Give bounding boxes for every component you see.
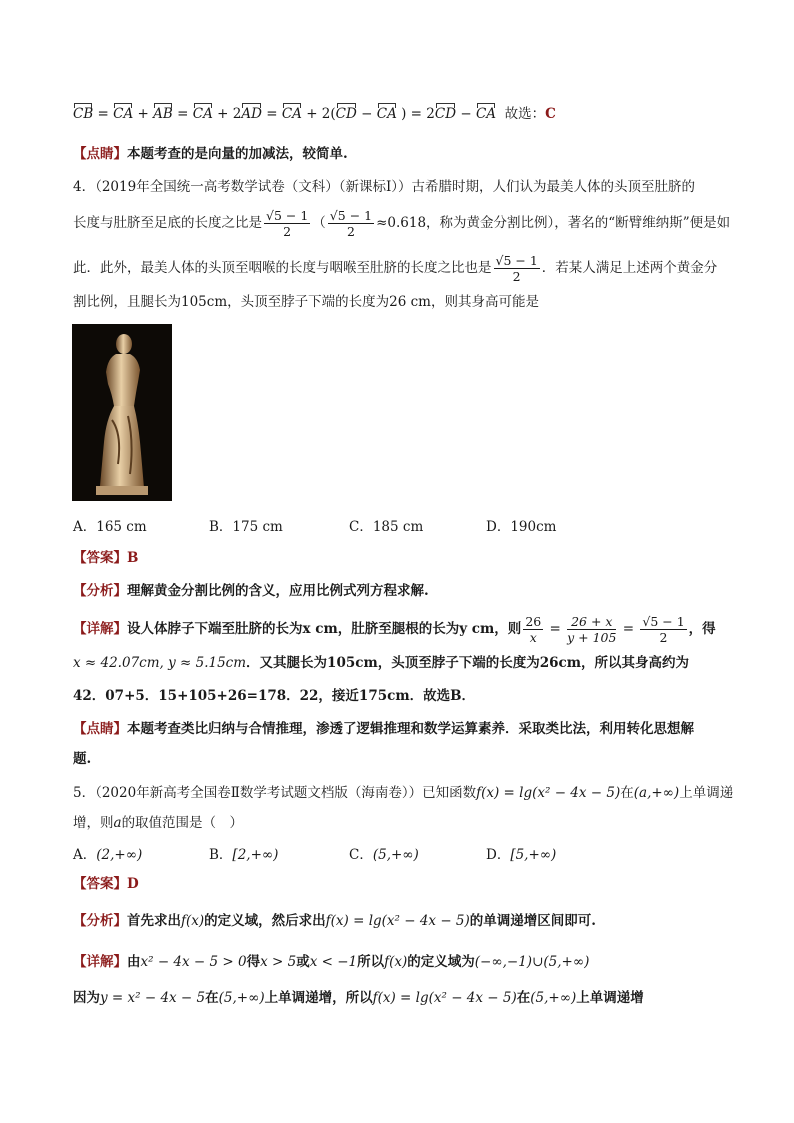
q5-option-d: [486, 843, 556, 863]
text: 上单调递增，所以: [264, 990, 373, 1006]
comment-text: 本题考查的是向量的加减法，较简单.: [127, 146, 348, 162]
numerator: 26 + x: [567, 614, 616, 630]
analysis-tag: 【分析】: [73, 583, 127, 599]
vector-ca: CA: [113, 106, 134, 122]
q4-option-a: A．165 cm: [73, 519, 147, 535]
option-label: A．: [73, 847, 97, 863]
numerator: √5 − 1: [495, 253, 538, 268]
text: 因为: [73, 990, 100, 1006]
text: 5．（2020年新高考全国卷Ⅱ数学考试题文档版（海南卷））已知函数: [73, 785, 477, 801]
text: ．若某人满足上述两个黄金分: [541, 260, 718, 276]
q5-detail-line2: [73, 988, 644, 1008]
numerator: √5 − 1: [329, 208, 373, 223]
q5-option-c: [349, 843, 419, 863]
vector-cd: CD: [335, 106, 357, 122]
answer-value: B: [127, 550, 139, 566]
text: 首先求出: [127, 913, 181, 929]
q5-detail-line1: [73, 952, 589, 972]
denominator: 2: [512, 269, 521, 284]
detail-tag: 【详解】: [73, 954, 127, 970]
numerator: √5 − 1: [642, 614, 685, 629]
golden-ratio-fraction: [264, 208, 310, 239]
q3-answer: C: [545, 106, 556, 122]
analysis-tag: 【分析】: [73, 913, 127, 929]
q4-comment-line2: 题.: [73, 751, 92, 767]
option-label: C．: [349, 847, 373, 863]
comment-tag: 【点睛】: [73, 721, 127, 737]
numerator: √5 − 1: [266, 208, 309, 223]
function-expression: f(x) = lg(x² − 4x − 5): [476, 785, 621, 801]
text: 上单调递: [679, 785, 734, 801]
vector-ca: CA: [281, 106, 302, 122]
eq-fraction-2: [567, 614, 616, 645]
y-expression: y = x² − 4x − 5: [100, 990, 206, 1006]
function-expression: f(x) = lg(x² − 4x − 5): [372, 990, 517, 1006]
q5-analysis: [73, 911, 596, 931]
q5-answer: [73, 874, 139, 894]
q4-comment-line1: [73, 719, 694, 739]
text: 增，则: [73, 815, 114, 831]
vector-ca: CA: [475, 106, 497, 122]
text: ．又其腿长为105cm，头顶至脖子下端的长度为26cm，所以其身高约为: [246, 655, 690, 671]
text: ≈0.618，称为黄金分割比例），著名的“断臂维纳斯”便是如: [376, 215, 731, 231]
interval: (5,+∞): [530, 990, 577, 1006]
text: 上单调递增: [576, 990, 644, 1006]
q4-answer: [73, 548, 138, 568]
text: 或: [296, 954, 310, 970]
vector-cd: CD: [434, 106, 457, 122]
option-label: D．: [486, 847, 511, 863]
q4-detail-line3: 42．07+5．15+105+26=178．22，接近175cm．故选B．: [73, 688, 476, 704]
vector-equation-line: CB = CA + AB = CA + 2AD = CA + 2(CD − CA ) = 2CD − CA 故选：C: [73, 106, 556, 122]
fx: f(x): [384, 954, 408, 970]
comment-tag: 【点睛】: [73, 146, 127, 162]
choose-label: 故选：: [504, 106, 546, 122]
inequality: x² − 4x − 5 > 0: [140, 954, 247, 970]
interval: (5,+∞): [218, 990, 265, 1006]
answer-value: D: [127, 876, 139, 892]
vector-ca: CA: [192, 106, 213, 122]
q5-option-b: [209, 843, 278, 863]
q4-detail-line1: 【详解】设人体脖子下端至肚脐的长为x cm，肚脐至腿根的长为y cm，则 $\frac{26}{x}$ = $\frac{26 + x}{y + 105}$ = $\frac{√5 - 1}{2}$ ，得: [73, 614, 716, 645]
text: 得: [246, 954, 261, 970]
param-a: a: [113, 815, 122, 831]
q4-stem-line2: [73, 208, 730, 239]
denominator: 2: [283, 224, 292, 239]
analysis-text: 理解黄金分割比例的含义，应用比例式列方程求解.: [127, 583, 429, 599]
vector-ca: CA: [376, 106, 397, 122]
golden-ratio-fraction: [328, 208, 374, 239]
detail-tag: 【详解】: [73, 621, 127, 637]
domain-set: (−∞,−1)∪(5,+∞): [474, 954, 590, 970]
option-value: (5,+∞): [372, 847, 419, 863]
denominator: 2: [659, 630, 668, 645]
q4-option-b: B．175 cm: [209, 519, 283, 535]
option-value: (2,+∞): [96, 847, 143, 863]
text: 在: [620, 785, 634, 801]
vector-cb: CB: [73, 106, 94, 122]
q4-stem-line1: 4．（2019年全国统一高考数学试卷（文科）（新课标Ⅰ））古希腊时期，人们认为最美人体的头顶至肚脐的: [73, 179, 696, 195]
golden-ratio-fraction: [640, 614, 686, 645]
text: 在: [205, 990, 219, 1006]
vector-ab: AB: [153, 106, 173, 122]
text: 的定义域，然后求出: [204, 913, 326, 929]
q5-option-a: [73, 843, 142, 863]
q4-detail-line2: [73, 653, 689, 673]
numerator: 26: [525, 614, 542, 629]
q4-stem-line4: 割比例，且腿长为105cm，头顶至脖子下端的长度为26 cm，则其身高可能是: [73, 294, 539, 310]
option-value: [5,+∞): [510, 847, 557, 863]
answer-tag: 【答案】: [73, 550, 127, 566]
interval: (a,+∞): [633, 785, 680, 801]
fx: f(x): [181, 913, 205, 929]
q3-comment: [73, 144, 348, 164]
q5-stem-line1: [73, 783, 733, 803]
text: 长度与肚脐至足底的长度之比是: [73, 215, 262, 231]
text: （: [312, 215, 326, 231]
text: 的取值范围是（ ）: [121, 815, 244, 831]
text: 在: [516, 990, 531, 1006]
text: 设人体脖子下端至肚脐的长为x cm，肚脐至腿根的长为y cm，则: [127, 621, 522, 637]
text: ，得: [688, 621, 716, 637]
q4-option-d: D．190cm: [486, 519, 557, 535]
denominator: x: [529, 630, 537, 645]
option-label: B．: [209, 847, 233, 863]
option-value: [2,+∞): [232, 847, 279, 863]
q4-stem-line3: [73, 253, 717, 284]
comment-text: 本题考查类比归纳与合情推理，渗透了逻辑推理和数学运算素养．采取类比法，利用转化思想解: [127, 721, 694, 737]
q5-stem-line2: [73, 813, 243, 833]
golden-ratio-fraction: [494, 253, 540, 284]
text: 的定义域为: [407, 954, 475, 970]
text: 由: [127, 954, 141, 970]
text: 此．此外，最美人体的头顶至咽喉的长度与咽喉至肚脐的长度之比也是: [73, 260, 492, 276]
eq-fraction-1: [523, 614, 543, 645]
statue-illustration: [72, 324, 172, 501]
vector-ad: AD: [241, 106, 262, 122]
venus-de-milo-image: [72, 324, 172, 501]
text: 所以: [357, 954, 385, 970]
condition: x > 5: [260, 954, 297, 970]
approx-values: x ≈ 42.07cm, y ≈ 5.15cm: [73, 655, 247, 671]
denominator: y + 105: [567, 630, 617, 645]
answer-tag: 【答案】: [73, 876, 127, 892]
text: 的单调递增区间即可.: [469, 913, 596, 929]
q4-analysis: [73, 581, 429, 601]
condition: x < −1: [309, 954, 358, 970]
function-expression: f(x) = lg(x² − 4x − 5): [325, 913, 470, 929]
denominator: 2: [346, 224, 355, 239]
q4-option-c: C．185 cm: [349, 519, 424, 535]
